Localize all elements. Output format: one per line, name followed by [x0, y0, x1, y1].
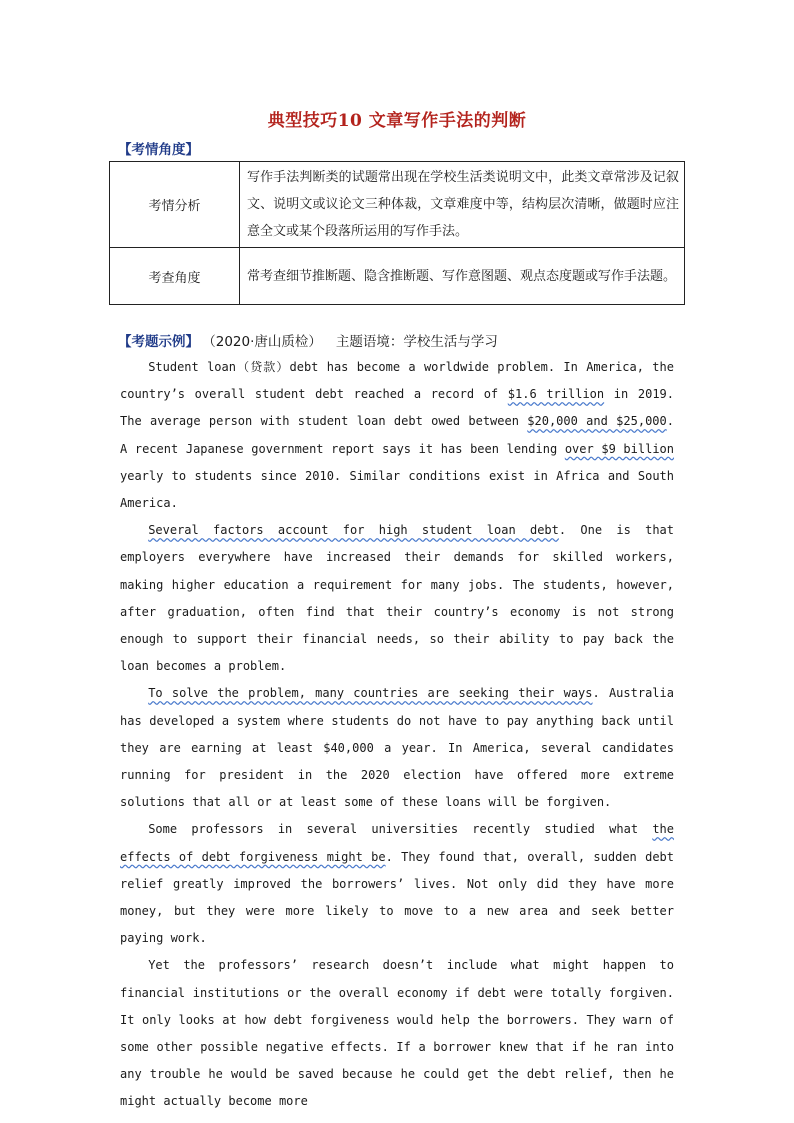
page-title: 典型技巧10 文章写作手法的判断: [267, 111, 527, 131]
paragraph-3: [120, 680, 674, 816]
underlined-phrase: the effects of debt forgiveness might be: [120, 822, 674, 864]
underlined-phrase: over $9 billion: [564, 441, 675, 456]
underlined-phrase: To solve the problem, many countries are seeking their ways: [148, 686, 593, 701]
section-heading-analysis: 【考情角度】: [118, 142, 199, 158]
row-text-angle: 常考查细节推断题、隐含推断题、写作意图题、观点态度题或写作手法题。: [240, 248, 685, 305]
text-run: in 2019. The average person with student loan debt owed between: [120, 387, 674, 429]
underlined-phrase: $20,000 and $25,000: [527, 414, 667, 429]
underlined-phrase: Several factors account for high student loan debt: [148, 523, 559, 538]
analysis-table: [109, 161, 685, 305]
table-row: [110, 248, 685, 305]
row-label-analysis: 考情分析: [110, 162, 240, 248]
row-text-analysis: 写作手法判断类的试题常出现在学校生活类说明文中，此类文章常涉及记叙文、说明文或议论文三种体裁，文章难度中等，结构层次清晰，做题时应注意全文或某个段落所运用的写作手法。: [240, 162, 685, 248]
paragraph-5: Yet the professors’ research doesn’t include what might happen to financial institutions or the overall economy if debt were totally forgiven. It only looks at how debt forgiveness would help the borrowers. They warn of some other possible negative effects. If a borrower knew that if he ran into any trouble he would be saved because he could get the debt relief, then he might actually become more: [120, 958, 674, 1109]
text-run: . They found that, overall, sudden debt relief greatly improved the borrowers’ lives. Not only did they have more money, but they were more likely to move to a new area and seek better paying work.: [120, 849, 674, 946]
reading-passage: [120, 354, 674, 1116]
table-row: [110, 162, 685, 248]
underlined-phrase: $1.6 trillion: [507, 387, 605, 402]
paragraph-2: [120, 517, 674, 680]
text-run: . Australia has developed a system where students do not have to pay anything back until they are earning at least $40,000 a year. In America, several candidates running for president in the 2020 election have offered more extreme solutions that all or at least some of these loans will be forgiven.: [120, 686, 674, 810]
text-run: . A recent Japanese government report says it has been lending: [120, 414, 674, 456]
paragraph-1: [120, 354, 674, 517]
example-theme: 主题语境：学校生活与学习: [335, 334, 498, 350]
example-tag: 【考题示例】: [118, 334, 199, 350]
text-run: Some professors in several universities recently studied what: [148, 822, 653, 837]
example-source: （2020·唐山质检）: [209, 334, 322, 350]
text-run: . One is that employers everywhere have increased their demands for skilled workers, making higher education a requirement for many jobs. The students, however, after graduation, often find that their country’s economy is not strong enough to support their financial needs, so their ability to pay back the loan becomes a problem.: [120, 523, 675, 674]
text-run: Student loan（贷款）debt has become a worldwide problem. In America, the country’s overall student debt reached a record of: [120, 360, 674, 402]
row-label-angle: 考查角度: [110, 248, 240, 305]
paragraph-4: [120, 816, 674, 952]
example-header: [118, 330, 498, 350]
text-run: yearly to students since 2010. Similar conditions exist in Africa and South America.: [120, 468, 674, 511]
